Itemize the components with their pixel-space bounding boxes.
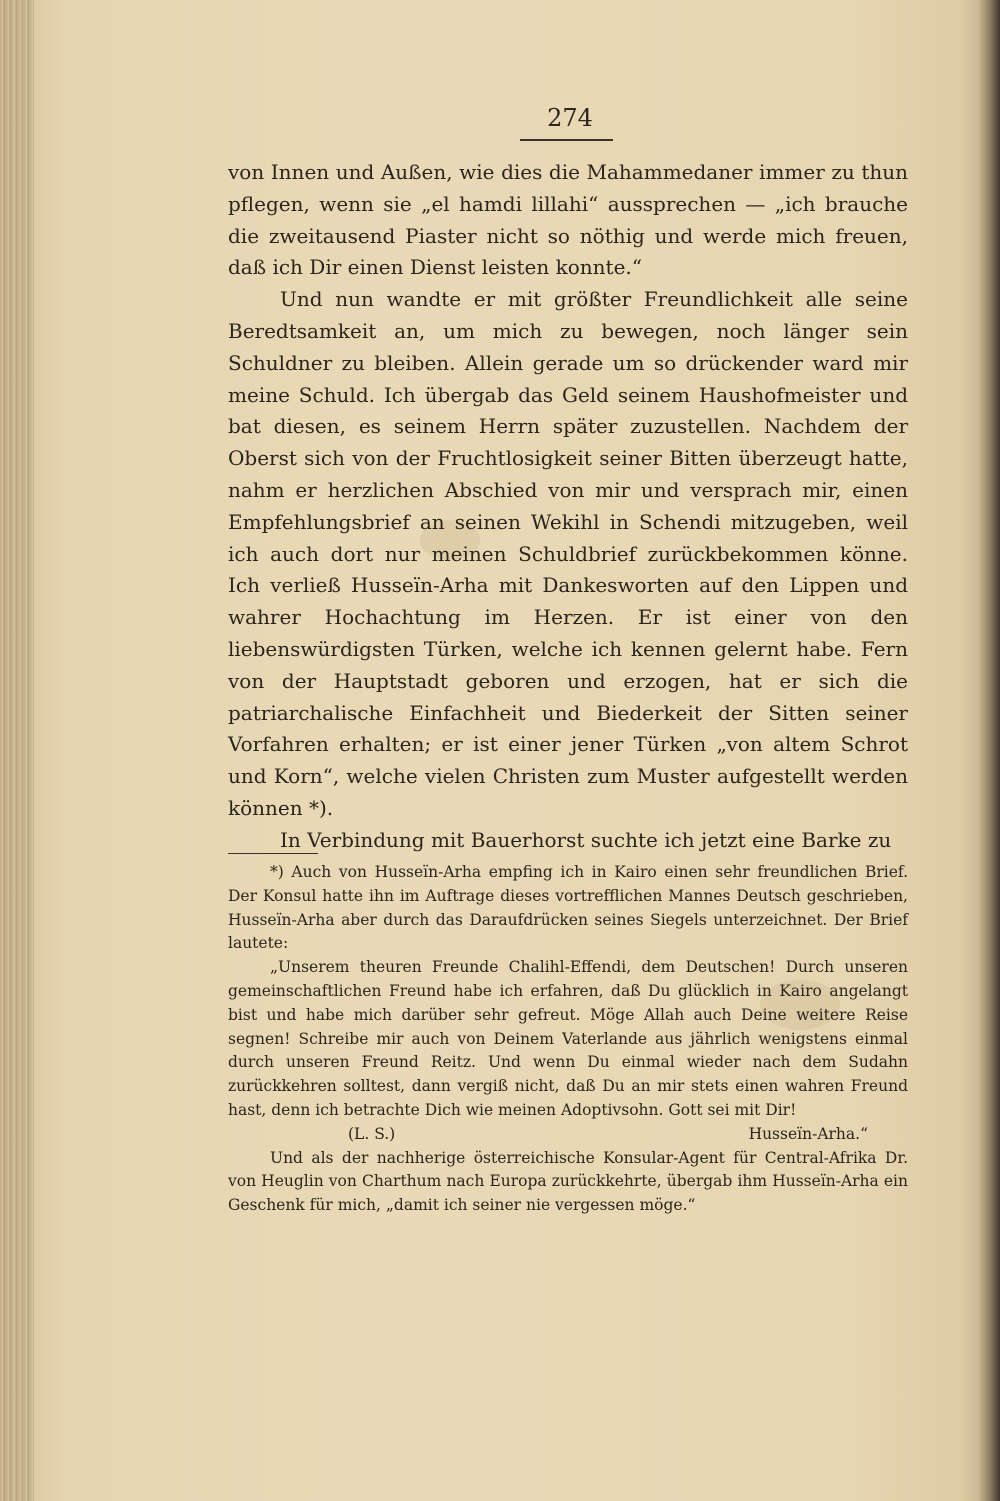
paragraph: In Verbindung mit Bauerhorst suchte ich jetzt eine Barke zu <box>280 827 892 852</box>
main-text <box>228 157 908 857</box>
footnote-letter: „Unserem theuren Freunde Chalihl-Effendi, dem Deutschen! Durch unseren gemeinschaftlichen Freund habe ich erfahren, daß Du glücklich in Kairo angelangt bist und habe mich darüber sehr gefreut. Möge Allah auch Deine weitere Reise segnen! Schreibe mir auch von Deinem Vaterlande aus jährlich wenigstens einmal durch unseren Freund Reitz. Und wenn Du einmal wieder nach dem Sudahn zurückkehren solltest, dann vergiß nicht, daß Du an mir stets einen wahren Freund hast, denn ich betrachte Dich wie meinen Adoptivsohn. Gott sei mit Dir! <box>228 958 908 1119</box>
footnote-closing: Und als der nachherige österreichische Konsular-Agent für Central-Afrika Dr. von Heuglin von Charthum nach Europa zurückkehrte, übergab ihm Husseïn-Arha ein Geschenk für mich, „damit ich seiner nie vergessen möge.“ <box>228 1148 908 1215</box>
signature: Husseïn-Arha.“ <box>748 1124 868 1143</box>
binding-shadow <box>978 0 1000 1501</box>
seal-mark: (L. S.) <box>348 1124 396 1143</box>
footnote-signature-row <box>228 1123 908 1147</box>
paragraph: Und nun wandte er mit größter Freundlichkeit alle seine Beredtsamkeit an, um mich zu bewegen, noch länger sein Schuldner zu bleiben. Allein gerade um so drückender ward mir meine Schuld. Ich übergab das Geld seinem Haushofmeister und bat diesen, es seinem Herrn später zuzustellen. Nachdem der Oberst sich von der Fruchtlosigkeit seiner Bitten überzeugt hatte, nahm er herzlichen Abschied von mir und versprach mir, einen Empfehlungsbrief an seinen Wekihl in Schendi mitzugeben, weil ich auch dort nur meinen Schuldbrief zurückbekommen könne. Ich verließ Husseïn-Arha mit Dankesworten auf den Lippen und wahrer Hochachtung im Herzen. Er ist einer von den liebenswürdigsten Türken, welche ich kennen gelernt habe. Fern von der Hauptstadt geboren und erzogen, hat er sich die patriarchalische Einfachheit und Biederkeit der Sitten seiner Vorfahren erhalten; er ist einer jener Türken „von altem Schrot und Korn“, welche vielen Christen zum Muster aufgestellt werden können *). <box>228 287 908 820</box>
paragraph: von Innen und Außen, wie dies die Mahammedaner immer zu thun pflegen, wenn sie „el hamdi lillahi“ aussprechen — „ich brauche die zweitausend Piaster nicht so nöthig und werde mich freuen, daß ich Dir einen Dienst leisten konnte.“ <box>228 160 908 280</box>
page-stack-edge <box>0 0 34 1501</box>
page-number-rule <box>520 139 613 141</box>
footnote-intro: *) Auch von Husseïn-Arha empfing ich in Kairo einen sehr freundlichen Brief. Der Konsul hatte ihn im Auftrage dieses vortrefflichen Mannes Deutsch geschrieben, Husseïn-Arha aber durch das Daraufdrücken seines Siegels unterzeichnet. Der Brief lautete: <box>228 863 908 953</box>
footnote-divider <box>228 853 318 854</box>
footnote <box>228 861 908 1218</box>
page-number: 274 <box>547 104 593 132</box>
